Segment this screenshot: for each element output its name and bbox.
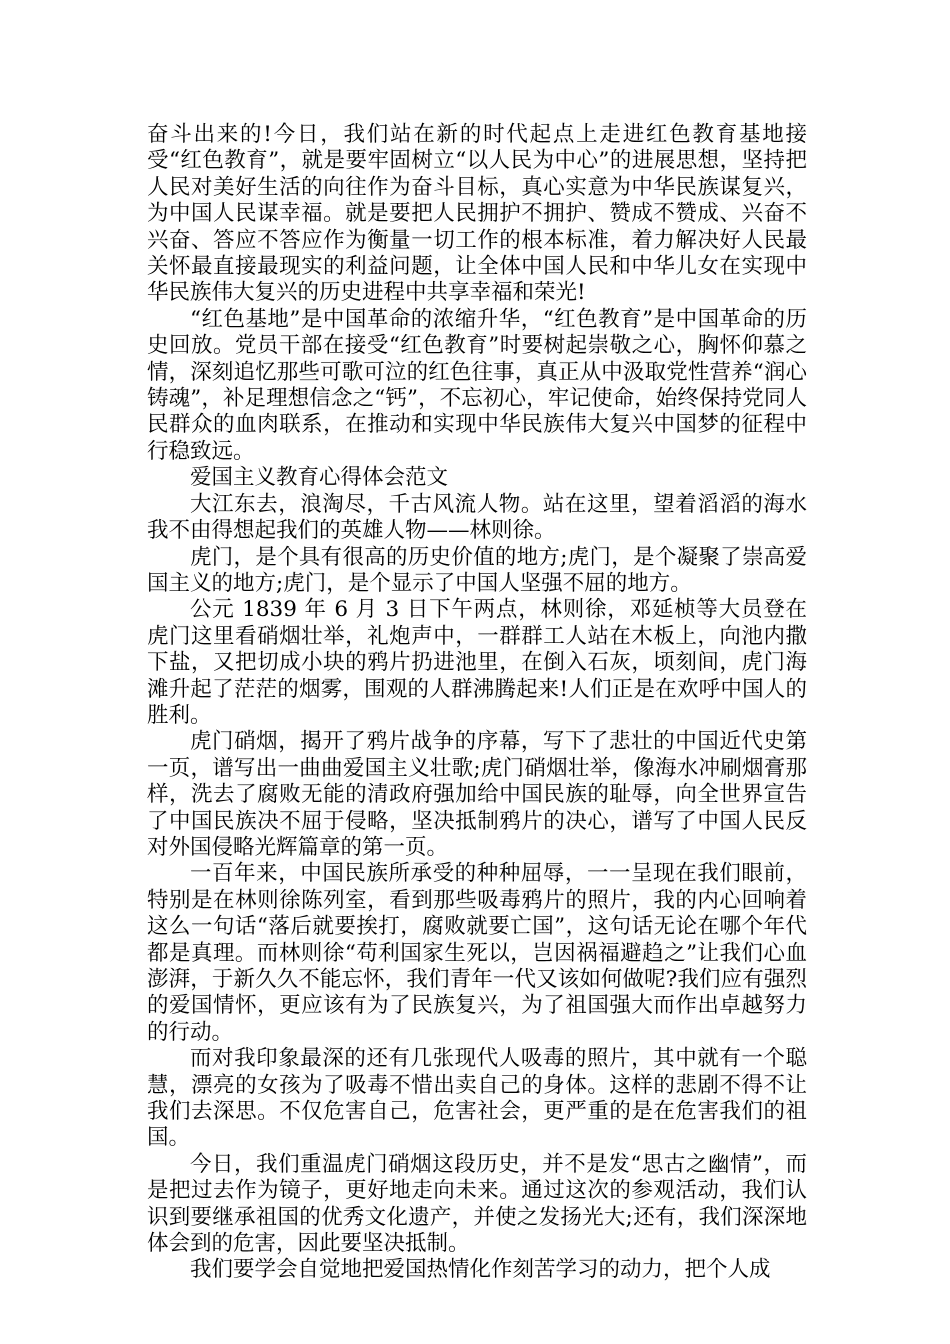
section-heading: 爱国主义教育心得体会范文: [190, 465, 449, 491]
paragraph: 我们要学会自觉地把爱国热情化作刻苦学习的动力，把个人成: [190, 1257, 771, 1283]
document-body: [147, 122, 807, 1284]
paragraph: 而对我印象最深的还有几张现代人吸毒的照片，其中就有一个聪慧，漂亮的女孩为了吸毒不惜出卖自己的身体。这样的悲剧不得不让我们去深思。不仅危害自己，危害社会，更严重的是在危害我们的祖国。: [147, 1046, 807, 1151]
paragraph: 奋斗出来的!今日，我们站在新的时代起点上走进红色教育基地接受“红色教育”，就是要牢固树立“以人民为中心”的进展思想，坚持把人民对美好生活的向往作为奋斗目标，真心实意为中华民族谋复兴，为中国人民谋幸福。就是要把人民拥护不拥护、赞成不赞成、兴奋不兴奋、答应不答应作为衡量一切工作的根本标准，着力解决好人民最关怀最直接最现实的利益问题，让全体中国人民和中华儿女在实现中华民族伟大复兴的历史进程中共享幸福和荣光!: [147, 122, 807, 306]
paragraph: 虎门，是个具有很高的历史价值的地方;虎门，是个凝聚了崇高爱国主义的地方;虎门，是个显示了中国人坚强不屈的地方。: [147, 544, 807, 596]
paragraph: 虎门硝烟，揭开了鸦片战争的序幕，写下了悲壮的中国近代史第一页，谱写出一曲曲爱国主义壮歌;虎门硝烟壮举，像海水冲刷烟膏那样，洗去了腐败无能的清政府强加给中国民族的耻辱，向全世界宣告了中国民族决不屈于侵略，坚决抵制鸦片的决心，谱写了中国人民反对外国侵略光辉篇章的第一页。: [147, 729, 807, 860]
paragraph: 一百年来，中国民族所承受的种种屈辱，一一呈现在我们眼前，特别是在林则徐陈列室，看到那些吸毒鸦片的照片，我的内心回响着这么一句话“落后就要挨打，腐败就要亡国”，这句话无论在哪个年代都是真理。而林则徐“苟利国家生死以，岂因祸福避趋之”让我们心血澎湃，于新久久不能忘怀，我们青年一代又该如何做呢?我们应有强烈的爱国情怀，更应该有为了民族复兴，为了祖国强大而作出卓越努力的行动。: [147, 861, 807, 1045]
paragraph: 公元 1839 年 6 月 3 日下午两点，林则徐，邓延桢等大员登在虎门这里看硝烟壮举，礼炮声中，一群群工人站在木板上，向池内撒下盐，又把切成小块的鸦片扔进池里，在倒入石灰，顷刻间，虎门海滩升起了茫茫的烟雾，围观的人群沸腾起来!人们正是在欢呼中国人的胜利。: [147, 597, 807, 728]
paragraph: “红色基地”是中国革命的浓缩升华，“红色教育”是中国革命的历史回放。党员干部在接受“红色教育”时要树起崇敬之心，胸怀仰慕之情，深刻追忆那些可歌可泣的红色往事，真正从中汲取党性营养“润心铸魂”，补足理想信念之“钙”，不忘初心，牢记使命，始终保持党同人民群众的血肉联系，在推动和实现中华民族伟大复兴中国梦的征程中行稳致远。: [147, 306, 807, 464]
paragraph: 大江东去，浪淘尽，千古风流人物。站在这里，望着滔滔的海水我不由得想起我们的英雄人物——林则徐。: [147, 491, 807, 544]
paragraph: 今日，我们重温虎门硝烟这段历史，并不是发“思古之幽情”，而是把过去作为镜子，更好地走向未来。通过这次的参观活动，我们认识到要继承祖国的优秀文化遗产，并使之发扬光大;还有，我们深深地体会到的危害，因此要坚决抵制。: [147, 1151, 807, 1257]
